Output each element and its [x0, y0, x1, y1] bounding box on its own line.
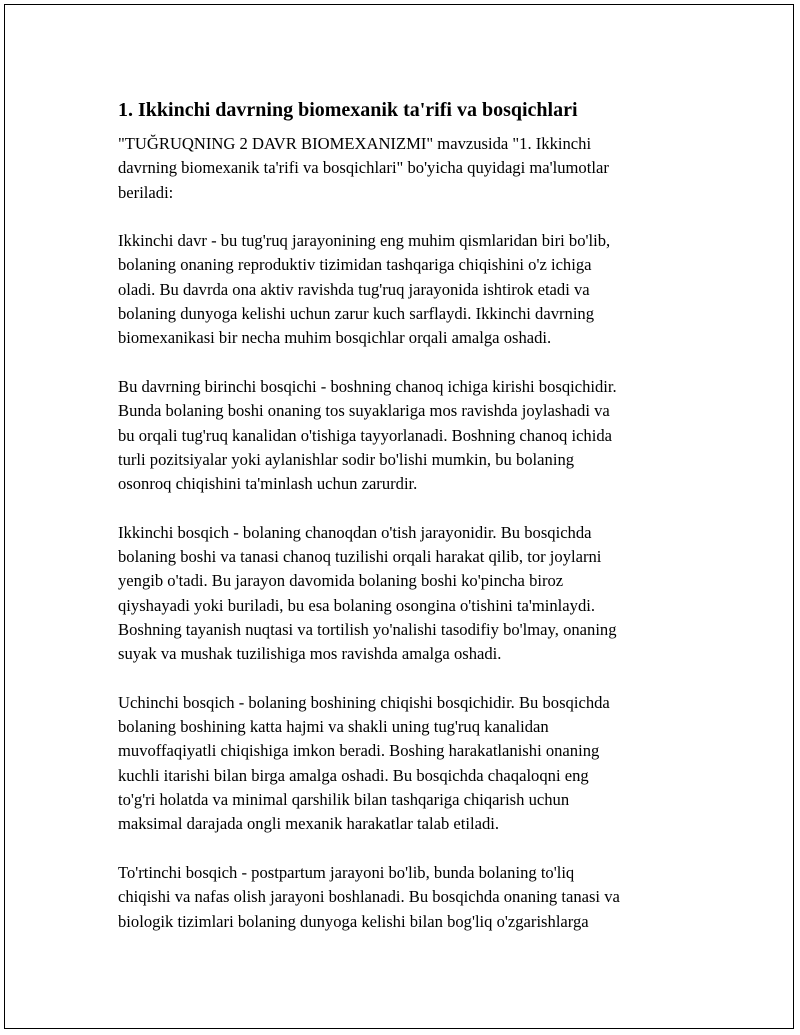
paragraph-fourth-stage — [118, 861, 678, 934]
text-line: bolaning onaning reproduktiv tizimidan tashqariga chiqishini o'z ichiga — [118, 255, 592, 275]
text-line: Uchinchi bosqich - bolaning boshining chiqishi bosqichidir. Bu bosqichda — [118, 692, 610, 712]
text-line: kuchli itarishi bilan birga amalga oshadi. Bu bosqichda chaqaloqni eng — [118, 765, 589, 785]
text-line: "TUĞRUQNING 2 DAVR BIOMEXANIZMI" mavzusida "1. Ikkinchi — [118, 134, 592, 153]
text-line: to'g'ri holatda va minimal qarshilik bilan tashqariga chiqarish uchun — [118, 790, 570, 810]
paragraph-third-stage — [118, 691, 678, 837]
text-line: bolaning boshining katta hajmi va shakli uning tug'ruq kanalidan — [118, 717, 549, 737]
text-line: maksimal darajada ongli mexanik harakatlar talab etiladi. — [118, 814, 500, 834]
paragraph-second-stage — [118, 521, 678, 667]
text-line: qiyshayadi yoki buriladi, bu esa bolaning osongina o'tishini ta'minlaydi. — [118, 595, 595, 615]
text-line: suyak va mushak tuzilishiga mos ravishda amalga oshadi. — [118, 644, 502, 664]
text-line: muvoffaqiyatli chiqishiga imkon beradi. Boshing harakatlanishi onaning — [118, 741, 600, 761]
text-line: biologik tizimlari bolaning dunyoga kelishi bilan bog'liq o'zgarishlarga — [118, 911, 589, 931]
text-line: osonroq chiqishini ta'minlash uchun zarurdir. — [118, 474, 418, 494]
paragraph-second-period — [118, 229, 678, 350]
paragraph-intro — [118, 132, 678, 205]
text-line: beriladi: — [118, 182, 174, 202]
text-line: To'rtinchi bosqich - postpartum jarayoni bo'lib, bunda bolaning to'liq — [118, 862, 575, 882]
document-page — [4, 4, 794, 1029]
text-line: bolaning boshi va tanasi chanoq tuzilishi orqali harakat qilib, tor joylarni — [118, 547, 602, 567]
text-line: Bunda bolaning boshi onaning tos suyaklariga mos ravishda joylashadi va — [118, 401, 610, 421]
document-content — [118, 97, 678, 958]
text-line: Bu davrning birinchi bosqichi - boshning chanoq ichiga kirishi bosqichidir. — [118, 376, 617, 396]
text-line: biomexanikasi bir necha muhim bosqichlar orqali amalga oshadi. — [118, 328, 552, 348]
text-line: davrning biomexanik ta'rifi va bosqichlari" bo'yicha quyidagi ma'lumotlar — [118, 158, 609, 178]
section-heading: 1. Ikkinchi davrning biomexanik ta'rifi va bosqichlari — [118, 99, 578, 121]
text-line: oladi. Bu davrda ona aktiv ravishda tug'ruq jarayonida ishtirok etadi va — [118, 279, 590, 299]
text-line: bolaning dunyoga kelishi uchun zarur kuch sarflaydi. Ikkinchi davrning — [118, 304, 595, 324]
text-line: turli pozitsiyalar yoki aylanishlar sodir bo'lishi mumkin, bu bolaning — [118, 449, 575, 469]
text-line: Ikkinchi bosqich - bolaning chanoqdan o'tish jarayonidir. Bu bosqichda — [118, 522, 592, 542]
text-line: bu orqali tug'ruq kanalidan o'tishiga tayyorlanadi. Boshning chanoq ichida — [118, 425, 613, 445]
text-line: yengib o'tadi. Bu jarayon davomida bolaning boshi ko'pincha biroz — [118, 571, 564, 591]
paragraph-first-stage — [118, 375, 678, 496]
text-line: Ikkinchi davr - bu tug'ruq jarayonining eng muhim qismlaridan biri bo'lib, — [118, 231, 611, 251]
text-line: chiqishi va nafas olish jarayoni boshlanadi. Bu bosqichda onaning tanasi va — [118, 887, 620, 907]
text-line: Boshning tayanish nuqtasi va tortilish yo'nalishi tasodifiy bo'lmay, onaning — [118, 619, 617, 639]
